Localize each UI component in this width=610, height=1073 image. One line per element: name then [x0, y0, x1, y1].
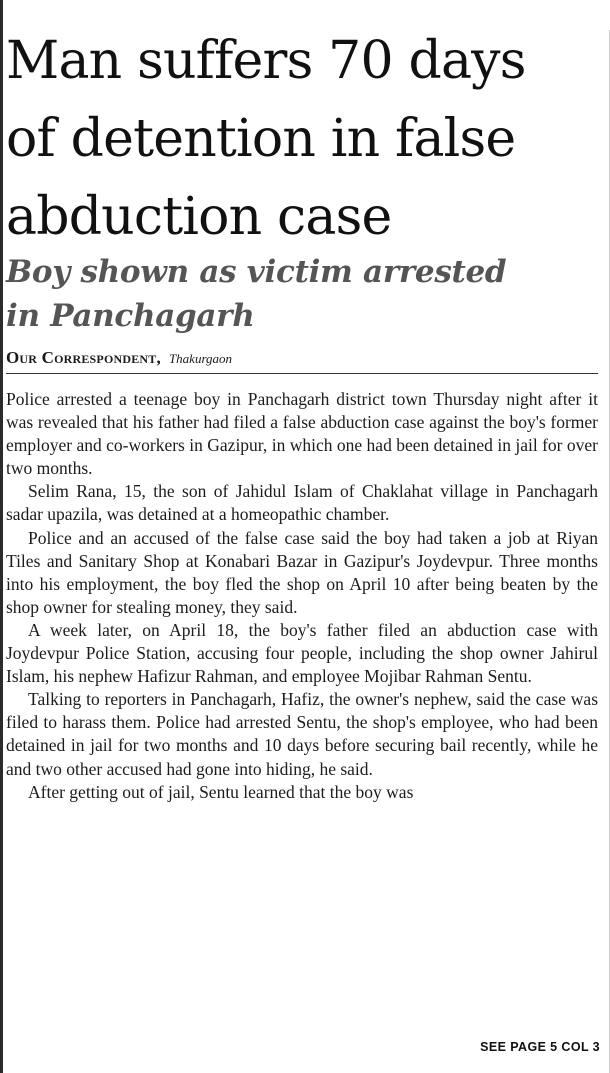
byline-location: Thakurgaon [168, 351, 233, 366]
headline [6, 22, 598, 256]
headline-line: of detention in false [6, 109, 516, 169]
subheadline-line: in Panchagarh [6, 298, 255, 334]
article-body [6, 388, 598, 804]
subheadline [6, 250, 598, 338]
body-paragraph: A week later, on April 18, the boy's father filed an abduction case with Joydevpur Police Station, accusing four people, including the shop owner Jahirul Islam, his nephew Hafizur Rahman, and employee Mojibar Rahman Sentu. [6, 619, 598, 687]
headline-line: Man suffers 70 days [6, 31, 526, 91]
headline-line: abduction case [6, 187, 392, 247]
body-paragraph: Selim Rana, 15, the son of Jahidul Islam of Chaklahat village in Panchagarh sadar upazila, was detained at a homeopathic chamber. [6, 481, 598, 525]
byline-author: Our Correspondent, [6, 348, 161, 367]
left-column-rule [0, 0, 3, 1073]
byline [6, 348, 598, 374]
subheadline-line: Boy shown as victim arrested [6, 254, 507, 290]
body-paragraph: Police and an accused of the false case said the boy had taken a job at Riyan Tiles and Sanitary Shop at Konabari Bazar in Gazipur's Joydevpur. Three months into his employment, the boy fled the shop on April 10 after being beaten by the shop owner for stealing money, they said. [6, 527, 598, 617]
continued-on-jump-line: SEE PAGE 5 COL 3 [480, 1040, 600, 1054]
body-paragraph: Police arrested a teenage boy in Panchagarh district town Thursday night after it was revealed that his father had filed a false abduction case against the boy's former employer and co-workers in Gazipur, in which one had been detained in jail for over two months. [6, 389, 598, 479]
news-article [6, 22, 598, 804]
body-paragraph: After getting out of jail, Sentu learned that the boy was [28, 781, 414, 802]
body-paragraph: Talking to reporters in Panchagarh, Hafiz, the owner's nephew, said the case was filed to harass them. Police had arrested Sentu, the shop's employee, who had been detained in jail for two months and 10 days before securing bail recently, while he and two other accused had gone into hiding, he said. [6, 689, 598, 779]
